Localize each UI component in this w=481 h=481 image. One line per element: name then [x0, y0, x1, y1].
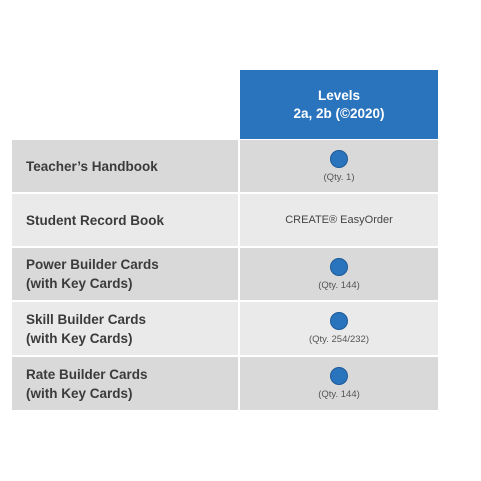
row-label-subline: (with Key Cards) — [26, 276, 133, 291]
row-label-line: Power Builder Cards — [26, 257, 159, 272]
table-row — [12, 140, 438, 192]
row-label-line: Rate Builder Cards — [26, 366, 148, 382]
table-row — [12, 357, 438, 410]
row-value — [240, 302, 438, 355]
included-dot-icon — [330, 312, 348, 330]
included-dot-icon — [330, 367, 348, 385]
quantity-text: (Qty. 144) — [318, 389, 360, 400]
row-label — [12, 357, 238, 410]
row-label-line: Skill Builder Cards — [26, 311, 147, 327]
row-value — [240, 357, 438, 410]
row-label — [12, 302, 238, 355]
table-row — [12, 194, 438, 246]
value-text: CREATE® EasyOrder — [285, 214, 393, 226]
table-row — [12, 302, 438, 355]
row-label — [12, 248, 238, 300]
row-label — [12, 140, 238, 192]
row-label-subline: (with Key Cards) — [26, 330, 133, 346]
header-title: Levels — [317, 87, 361, 103]
levels-column-header — [240, 70, 438, 139]
row-label — [12, 194, 238, 246]
included-dot-icon — [330, 258, 348, 276]
row-value — [240, 248, 438, 300]
table-row — [12, 248, 438, 300]
quantity-text: (Qty. 144) — [318, 279, 360, 291]
header-subtitle: 2a, 2b (©2020) — [293, 105, 385, 121]
row-label-line: Teacher’s Handbook — [26, 158, 158, 174]
included-dot-icon — [330, 150, 348, 168]
row-label-subline: (with Key Cards) — [26, 385, 133, 401]
row-label-line: Student Record Book — [26, 212, 165, 228]
components-table — [12, 140, 438, 412]
row-value — [240, 140, 438, 192]
quantity-text: (Qty. 254/232) — [308, 334, 370, 345]
quantity-text: (Qty. 1) — [323, 171, 355, 183]
row-value — [240, 194, 438, 246]
